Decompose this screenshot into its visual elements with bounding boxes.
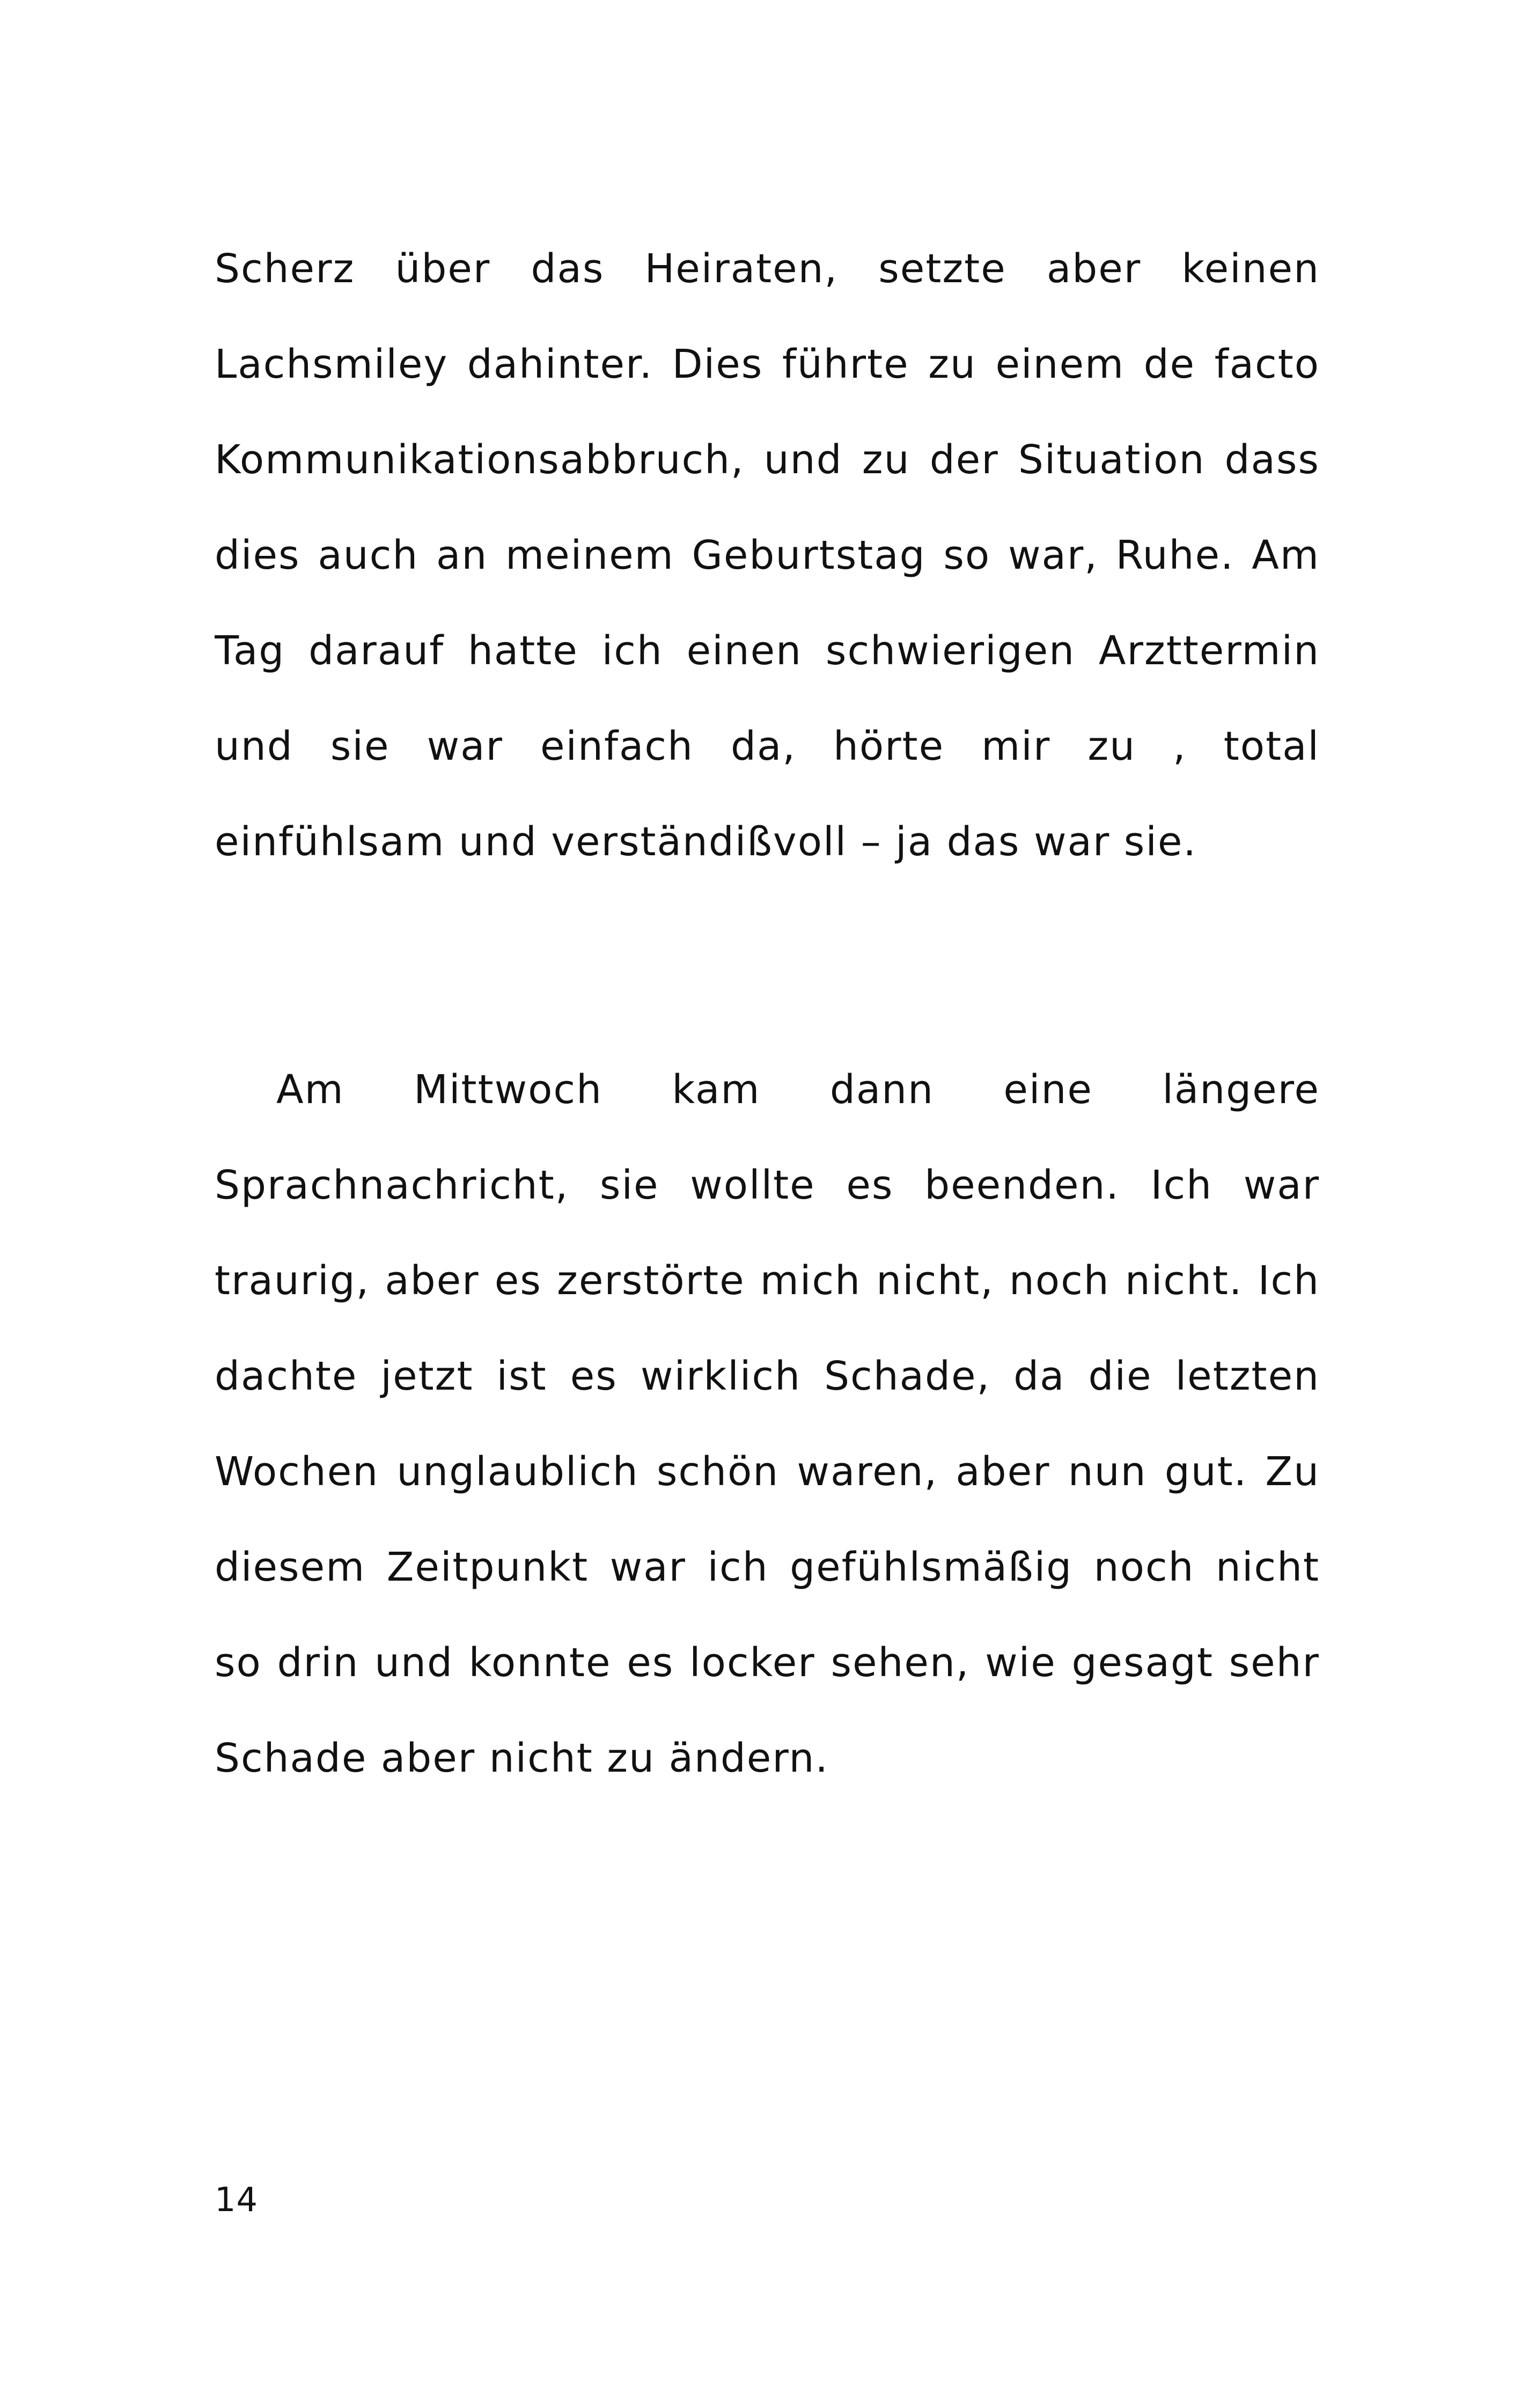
text-line: Am Mittwoch kam dann eine längere (276, 1067, 1320, 1113)
text-line: Wochen unglaublich schön waren, aber nun gut. Zu (215, 1449, 1320, 1495)
text-line: Scherz über das Heiraten, setzte aber keinen (215, 246, 1320, 292)
text-line: Sprachnachricht, sie wollte es beenden. Ich war (215, 1162, 1320, 1208)
text-line: Lachsmiley dahinter. Dies führte zu einem de facto (215, 341, 1320, 387)
text-line: traurig, aber es zerstörte mich nicht, noch nicht. Ich (215, 1258, 1320, 1304)
text-line: dachte jetzt ist es wirklich Schade, da die letzten (215, 1353, 1320, 1399)
page-number: 14 (215, 2180, 258, 2219)
text-line: diesem Zeitpunkt war ich gefühlsmäßig noch nicht (215, 1544, 1320, 1590)
text-line: einfühlsam und verständißvoll – ja das war sie. (215, 819, 1197, 865)
text-line: und sie war einfach da, hörte mir zu , total (215, 723, 1320, 769)
text-line: dies auch an meinem Geburtstag so war, Ruhe. Am (215, 532, 1320, 578)
text-line: Schade aber nicht zu ändern. (215, 1735, 829, 1781)
text-line: Kommunikationsabbruch, und zu der Situation dass (215, 437, 1320, 483)
paragraph-2 (215, 1042, 1320, 1806)
paragraph-1 (215, 221, 1320, 890)
text-line: Tag darauf hatte ich einen schwierigen Arzttermin (215, 628, 1320, 674)
text-line: so drin und konnte es locker sehen, wie gesagt sehr (215, 1640, 1320, 1686)
